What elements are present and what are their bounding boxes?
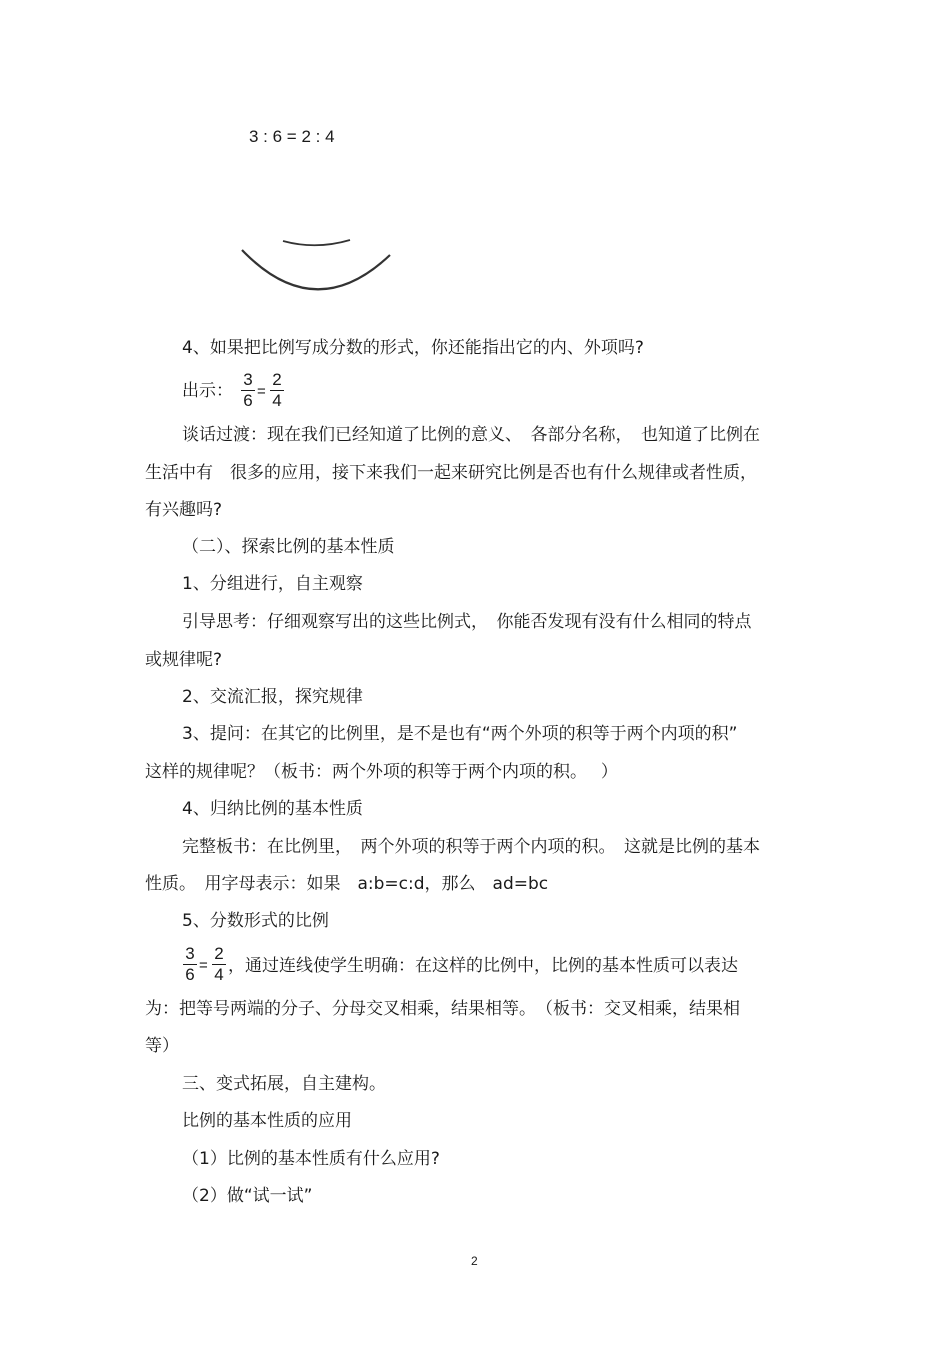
- cross-line-1: ，通过连线使学生明确：在这样的比例中，比例的基本性质可以表达: [228, 956, 738, 976]
- numerator: 3: [243, 370, 253, 389]
- item-1: 1、分组进行，自主观察: [182, 574, 363, 594]
- outer-terms-arc: [242, 250, 390, 289]
- section-3-heading: 三、变式拓展，自主建构。: [182, 1074, 386, 1094]
- board-line-1: 完整板书：在比例里， 两个外项的积等于两个内项的积。 这就是比例的基本: [182, 837, 760, 857]
- question-1: （1）比例的基本性质有什么应用?: [182, 1149, 440, 1169]
- talk-line-1: 谈话过渡：现在我们已经知道了比例的意义、 各部分名称， 也知道了比例在: [182, 425, 760, 445]
- item-2: 2、交流汇报，探究规律: [182, 687, 363, 707]
- equals-sign: =: [199, 957, 208, 974]
- numerator: 2: [214, 944, 224, 963]
- denominator: 4: [272, 391, 282, 410]
- cross-line-3: 等）: [145, 1036, 179, 1056]
- item-4: 4、归纳比例的基本性质: [182, 799, 363, 819]
- section-2-heading: （二）、探索比例的基本性质: [182, 537, 395, 557]
- guide-line-2: 或规律呢?: [145, 650, 223, 670]
- talk-line-2: 生活中有 很多的应用，接下来我们一起来研究比例是否也有什么规律或者性质，: [145, 463, 757, 483]
- fraction-3-6: [182, 944, 198, 985]
- item-5: 5、分数形式的比例: [182, 911, 329, 931]
- denominator: 6: [243, 391, 253, 410]
- ratio-arcs: [0, 0, 950, 300]
- ratio-equation: 3 : 6 = 2 : 4: [249, 127, 335, 146]
- fraction-2-4: [211, 944, 227, 985]
- board-line-2: 性质。 用字母表示：如果 a:b=c:d，那么 ad=bc: [145, 874, 549, 894]
- fraction-3-6: [240, 370, 256, 411]
- show-label: 出示：: [182, 381, 233, 401]
- denominator: 4: [214, 965, 224, 984]
- application-heading: 比例的基本性质的应用: [182, 1111, 352, 1131]
- numerator: 3: [185, 944, 195, 963]
- numerator: 2: [272, 370, 282, 389]
- denominator: 6: [185, 965, 195, 984]
- question-2: （2）做“试一试”: [182, 1186, 313, 1206]
- item-3-line-2: 这样的规律呢？（板书：两个外项的积等于两个内项的积。 ）: [145, 762, 618, 782]
- talk-line-3: 有兴趣吗?: [145, 500, 223, 520]
- page-number: 2: [471, 1254, 478, 1268]
- item-3-line-1: 3、提问：在其它的比例里，是不是也有“两个外项的积等于两个内项的积”: [182, 724, 738, 744]
- equals-sign: =: [257, 383, 266, 400]
- guide-line-1: 引导思考：仔细观察写出的这些比例式， 你能否发现有没有什么相同的特点: [182, 612, 752, 632]
- question-4: 4、如果把比例写成分数的形式，你还能指出它的内、外项吗?: [182, 338, 644, 358]
- cross-line-2: 为：把等号两端的分子、分母交叉相乘，结果相等。 （板书：交叉相乘，结果相: [145, 999, 740, 1019]
- fraction-2-4: [269, 370, 285, 411]
- inner-terms-arc: [283, 240, 350, 245]
